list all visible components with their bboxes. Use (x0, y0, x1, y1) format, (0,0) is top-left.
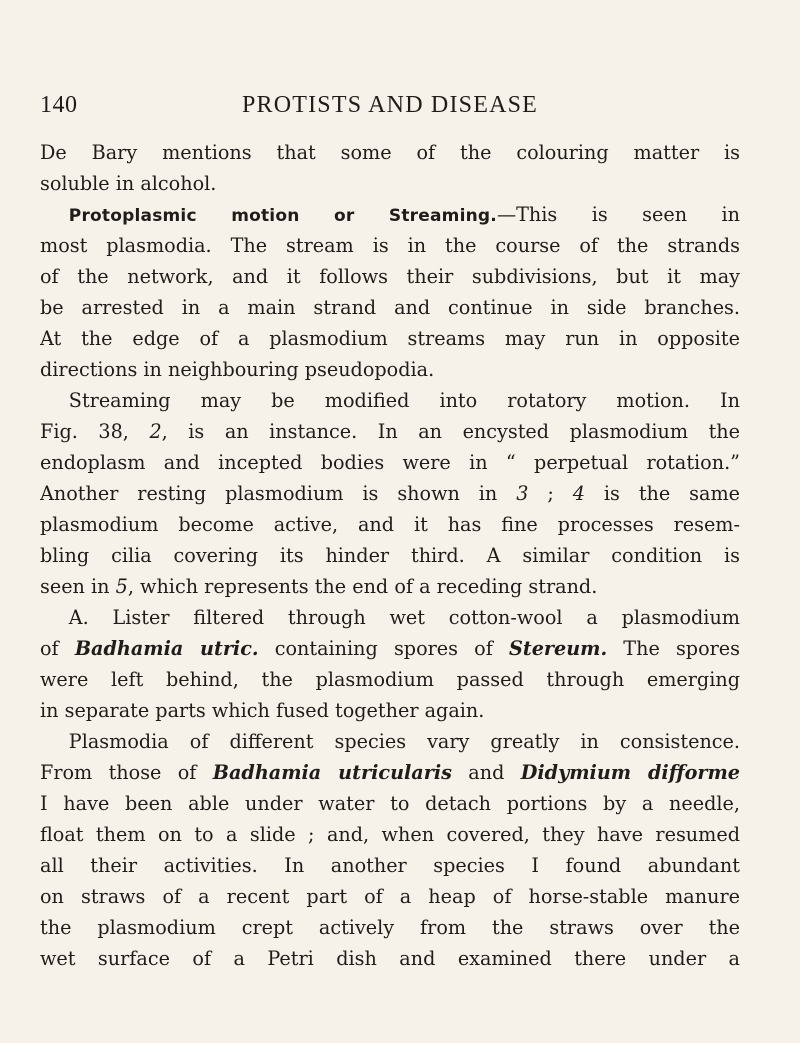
text-run: I have been able under water to detach portions by a needle, (40, 792, 740, 815)
text-run: on straws of a recent part of a heap of horse-stable manure (40, 885, 740, 908)
text-line (40, 137, 740, 168)
text-line (40, 571, 740, 602)
text-run: A. Lister filtered through wet cotton-wool a plasmodium (68, 606, 740, 629)
text-run: wet surface of a Petri dish and examined there under a (40, 947, 740, 970)
figure-ref: 4 (572, 482, 585, 505)
text-run: plasmodium become active, and it has fine processes resem- (40, 513, 740, 536)
text-line (40, 912, 740, 943)
text-run: containing spores of (258, 637, 509, 660)
text-run: Streaming may be modified into rotatory motion. In (68, 389, 740, 412)
text-run: The spores (607, 637, 740, 660)
text-line (40, 757, 740, 788)
page-header (40, 92, 740, 128)
section-heading: Protoplasmic motion or Streaming. (68, 206, 497, 226)
text-run: —This is seen in (496, 203, 740, 226)
text-line (40, 602, 740, 633)
text-line (40, 943, 740, 974)
text-line (40, 168, 740, 199)
text-line (40, 323, 740, 354)
text-line (40, 261, 740, 292)
text-run: Another resting plasmodium is shown in (40, 482, 517, 505)
text-run: is the same (584, 482, 740, 505)
text-run: , which represents the end of a receding strand. (127, 575, 598, 598)
text-line (40, 416, 740, 447)
text-run: directions in neighbouring pseudopodia. (40, 358, 435, 381)
body-text (40, 137, 740, 974)
text-run: be arrested in a main strand and continue in side branches. (40, 296, 740, 319)
text-line (40, 540, 740, 571)
text-run: bling cilia covering its hinder third. A similar condition is (40, 544, 740, 567)
text-run: and (451, 761, 521, 784)
text-run: , is an instance. In an encysted plasmodium the (161, 420, 740, 443)
running-head: PROTISTS AND DISEASE (241, 92, 539, 118)
text-run: ; (528, 482, 573, 505)
text-run: of (40, 637, 75, 660)
text-line (40, 509, 740, 540)
text-line (40, 292, 740, 323)
text-line (40, 385, 740, 416)
species-name: Badhamia utricularis (212, 761, 452, 784)
species-name: Didymium difforme (520, 761, 740, 784)
section-heading-line (40, 199, 740, 230)
text-run: float them on to a slide ; and, when covered, they have resumed (40, 823, 740, 846)
text-run: De Bary mentions that some of the colouring matter is (40, 141, 740, 164)
text-line (40, 788, 740, 819)
species-name: Badhamia utric. (74, 637, 259, 660)
text-line (40, 230, 740, 261)
text-line (40, 354, 740, 385)
species-name: Stereum. (508, 637, 608, 660)
figure-ref: 2 (149, 420, 162, 443)
text-run: most plasmodia. The stream is in the course of the strands (40, 234, 740, 257)
text-run: At the edge of a plasmodium streams may run in opposite (40, 327, 740, 350)
text-line (40, 819, 740, 850)
text-line (40, 726, 740, 757)
figure-ref: 5 (115, 575, 128, 598)
text-line (40, 695, 740, 726)
page-number: 140 (40, 92, 78, 118)
text-run: were left behind, the plasmodium passed through emerging (40, 668, 740, 691)
text-run: all their activities. In another species I found abundant (40, 854, 740, 877)
text-line (40, 478, 740, 509)
text-line (40, 447, 740, 478)
text-run: seen in (40, 575, 116, 598)
text-run: From those of (40, 761, 213, 784)
text-run: endoplasm and incepted bodies were in “ perpetual rotation.” (40, 451, 740, 474)
text-run: Fig. 38, (40, 420, 150, 443)
text-line (40, 664, 740, 695)
text-run: the plasmodium crept actively from the straws over the (40, 916, 740, 939)
text-line (40, 850, 740, 881)
text-line (40, 881, 740, 912)
figure-ref: 3 (516, 482, 529, 505)
text-run: in separate parts which fused together again. (40, 699, 485, 722)
text-run: soluble in alcohol. (40, 172, 217, 195)
text-run: of the network, and it follows their subdivisions, but it may (40, 265, 740, 288)
text-line (40, 633, 740, 664)
text-run: Plasmodia of different species vary greatly in consistence. (68, 730, 740, 753)
